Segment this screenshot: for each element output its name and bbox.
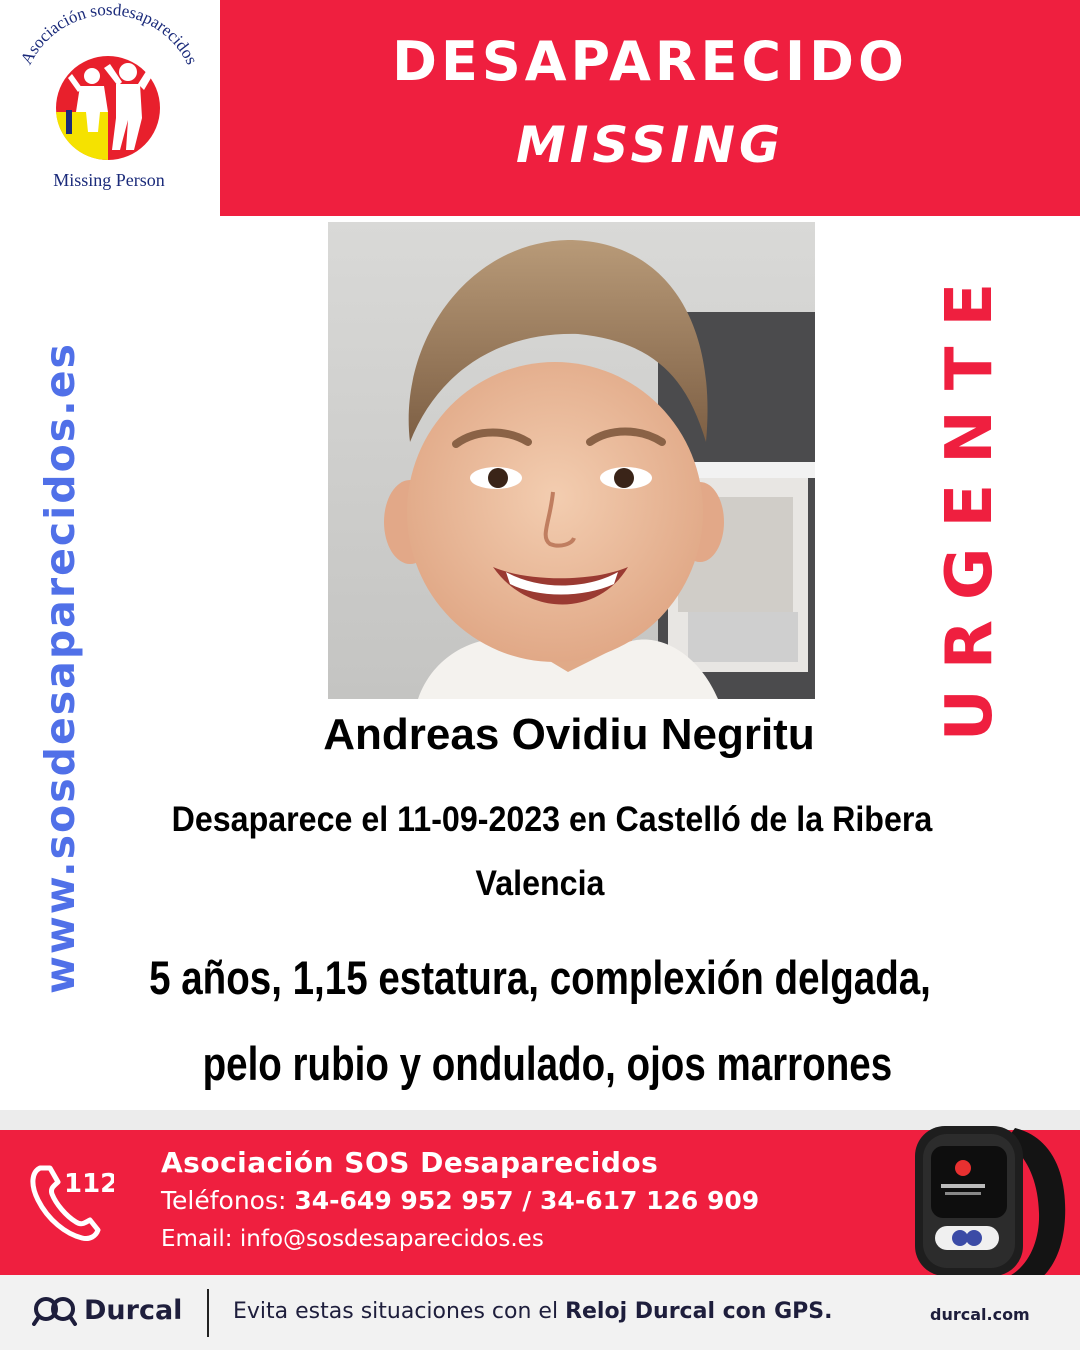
durcal-logo[interactable] (32, 1295, 182, 1326)
description-line-1: 5 años, 1,15 estatura, complexión delgada, (149, 951, 931, 1004)
tagline-bold: Reloj Durcal con GPS. (565, 1299, 833, 1324)
description-line-2: pelo rubio y ondulado, ojos marrones (202, 1037, 893, 1090)
email-value[interactable]: info@sosdesaparecidos.es (239, 1226, 544, 1252)
footer-divider (207, 1289, 209, 1337)
phones-value[interactable]: 34-649 952 957 / 34-617 126 909 (294, 1186, 760, 1215)
contact-phones (161, 1186, 759, 1215)
footer-bar (0, 1275, 1080, 1350)
svg-text:112: 112 (64, 1169, 114, 1199)
page-title: DESAPARECIDO (392, 30, 908, 93)
durcal-logo-icon (32, 1296, 78, 1326)
missing-person-photo (328, 222, 815, 699)
phone-112-icon[interactable] (30, 1160, 114, 1247)
footer-tagline (233, 1299, 833, 1324)
contact-email (161, 1226, 544, 1252)
logo-subtitle: Missing Person (53, 170, 165, 190)
website-vertical-text[interactable]: www.sosdesaparecidos.es (36, 342, 84, 994)
phones-label: Teléfonos: (161, 1186, 287, 1215)
durcal-brand: Durcal (84, 1295, 183, 1326)
association-logo (0, 0, 218, 216)
header-banner (220, 0, 1080, 216)
tagline-prefix: Evita estas situaciones con el (233, 1299, 566, 1324)
urgent-vertical-text: URGENTE (933, 262, 1007, 742)
organization-name: Asociación SOS Desaparecidos (161, 1146, 659, 1179)
disappearance-region: Valencia (475, 864, 605, 903)
gps-watch-image (905, 1118, 1070, 1298)
email-label: Email: (161, 1226, 233, 1252)
durcal-url[interactable]: durcal.com (930, 1305, 1030, 1324)
person-name: Andreas Ovidiu Negritu (323, 710, 815, 759)
disappearance-info: Desaparece el 11-09-2023 en Castelló de la Ribera (171, 800, 933, 839)
page-subtitle: MISSING (515, 116, 785, 174)
logo-arc-text: Asociación sosdesaparecidos (16, 0, 202, 68)
